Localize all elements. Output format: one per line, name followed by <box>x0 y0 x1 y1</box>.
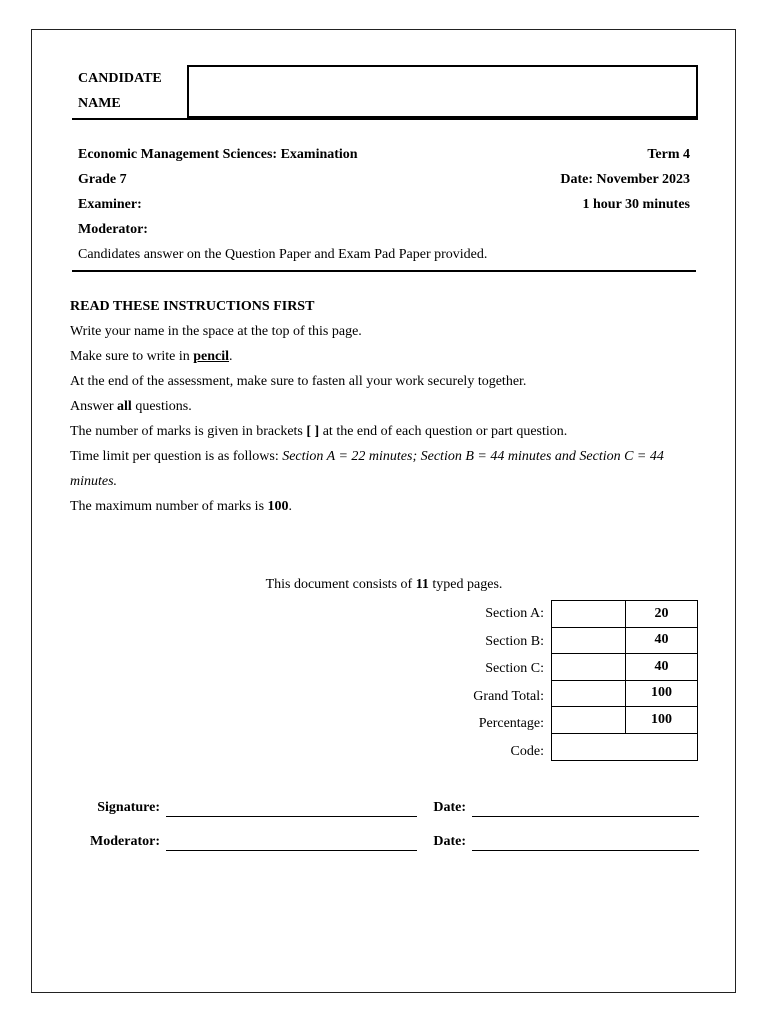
subject-title: Economic Management Sciences: Examination <box>78 147 358 162</box>
date-label: Date: <box>433 800 466 815</box>
moderator-label: Moderator: <box>78 222 148 237</box>
instructions-block <box>70 294 698 519</box>
table-row <box>552 733 698 760</box>
instruction-line: Time limit per question is as follows: Section A = 22 minutes; Section B = 44 minutes and Section C = 44 minutes. <box>70 449 664 489</box>
document-page-count: This document consists of 11 typed pages. <box>265 577 503 592</box>
table-row <box>552 680 698 707</box>
moderator-signature-label: Moderator: <box>90 834 160 849</box>
header-row-subject <box>78 146 690 164</box>
date-line[interactable] <box>472 816 699 817</box>
grade-label: Grade 7 <box>78 172 127 187</box>
marks-label-section-b: Section B: <box>485 634 544 649</box>
candidate-name-label: CANDIDATE NAME <box>78 71 162 111</box>
table-row <box>552 654 698 681</box>
examiner-label: Examiner: <box>78 197 142 212</box>
answer-note: Candidates answer on the Question Paper and Exam Pad Paper provided. <box>78 247 488 262</box>
score-cell-section-c[interactable] <box>552 654 626 681</box>
total-cell-section-a: 20 <box>626 601 698 628</box>
instructions-heading: READ THESE INSTRUCTIONS FIRST <box>70 299 315 314</box>
marks-label-section-a: Section A: <box>485 606 544 621</box>
header-rule-bottom <box>72 270 696 272</box>
header-row-note <box>78 246 690 264</box>
header-row-grade <box>78 171 690 189</box>
instruction-line: The maximum number of marks is 100. <box>70 499 293 514</box>
total-cell-section-b: 40 <box>626 627 698 654</box>
marks-label-percentage: Percentage: <box>478 716 544 731</box>
exam-duration: 1 hour 30 minutes <box>582 197 690 212</box>
instruction-line: The number of marks is given in brackets [ ] at the end of each question or part question. <box>70 424 568 439</box>
instruction-line: Answer all questions. <box>70 399 192 414</box>
marks-label-code: Code: <box>510 744 544 759</box>
table-row <box>552 627 698 654</box>
instruction-line: Make sure to write in pencil. <box>70 349 233 364</box>
moderator-date-line[interactable] <box>472 850 699 851</box>
score-cell-section-b[interactable] <box>552 627 626 654</box>
header-row-moderator <box>78 221 690 239</box>
table-row <box>552 601 698 628</box>
signature-line[interactable] <box>166 816 417 817</box>
total-cell-percentage: 100 <box>626 707 698 734</box>
table-row <box>552 707 698 734</box>
candidate-name-field[interactable] <box>187 65 698 119</box>
score-cell-section-a[interactable] <box>552 601 626 628</box>
marks-label-section-c: Section C: <box>485 661 544 676</box>
code-cell[interactable] <box>552 733 698 760</box>
moderator-signature-line[interactable] <box>166 850 417 851</box>
marks-table <box>551 600 698 761</box>
instruction-line: Write your name in the space at the top of this page. <box>70 324 362 339</box>
moderator-date-label: Date: <box>433 834 466 849</box>
term-label: Term 4 <box>647 147 690 162</box>
score-cell-percentage[interactable] <box>552 707 626 734</box>
instruction-line: At the end of the assessment, make sure to fasten all your work securely together. <box>70 374 527 389</box>
total-cell-grand-total: 100 <box>626 680 698 707</box>
signature-label: Signature: <box>97 800 160 815</box>
score-cell-grand-total[interactable] <box>552 680 626 707</box>
total-cell-section-c: 40 <box>626 654 698 681</box>
marks-label-grand-total: Grand Total: <box>473 689 544 704</box>
exam-date: Date: November 2023 <box>560 172 690 187</box>
header-row-examiner <box>78 196 690 214</box>
header-rule-top <box>72 118 698 120</box>
